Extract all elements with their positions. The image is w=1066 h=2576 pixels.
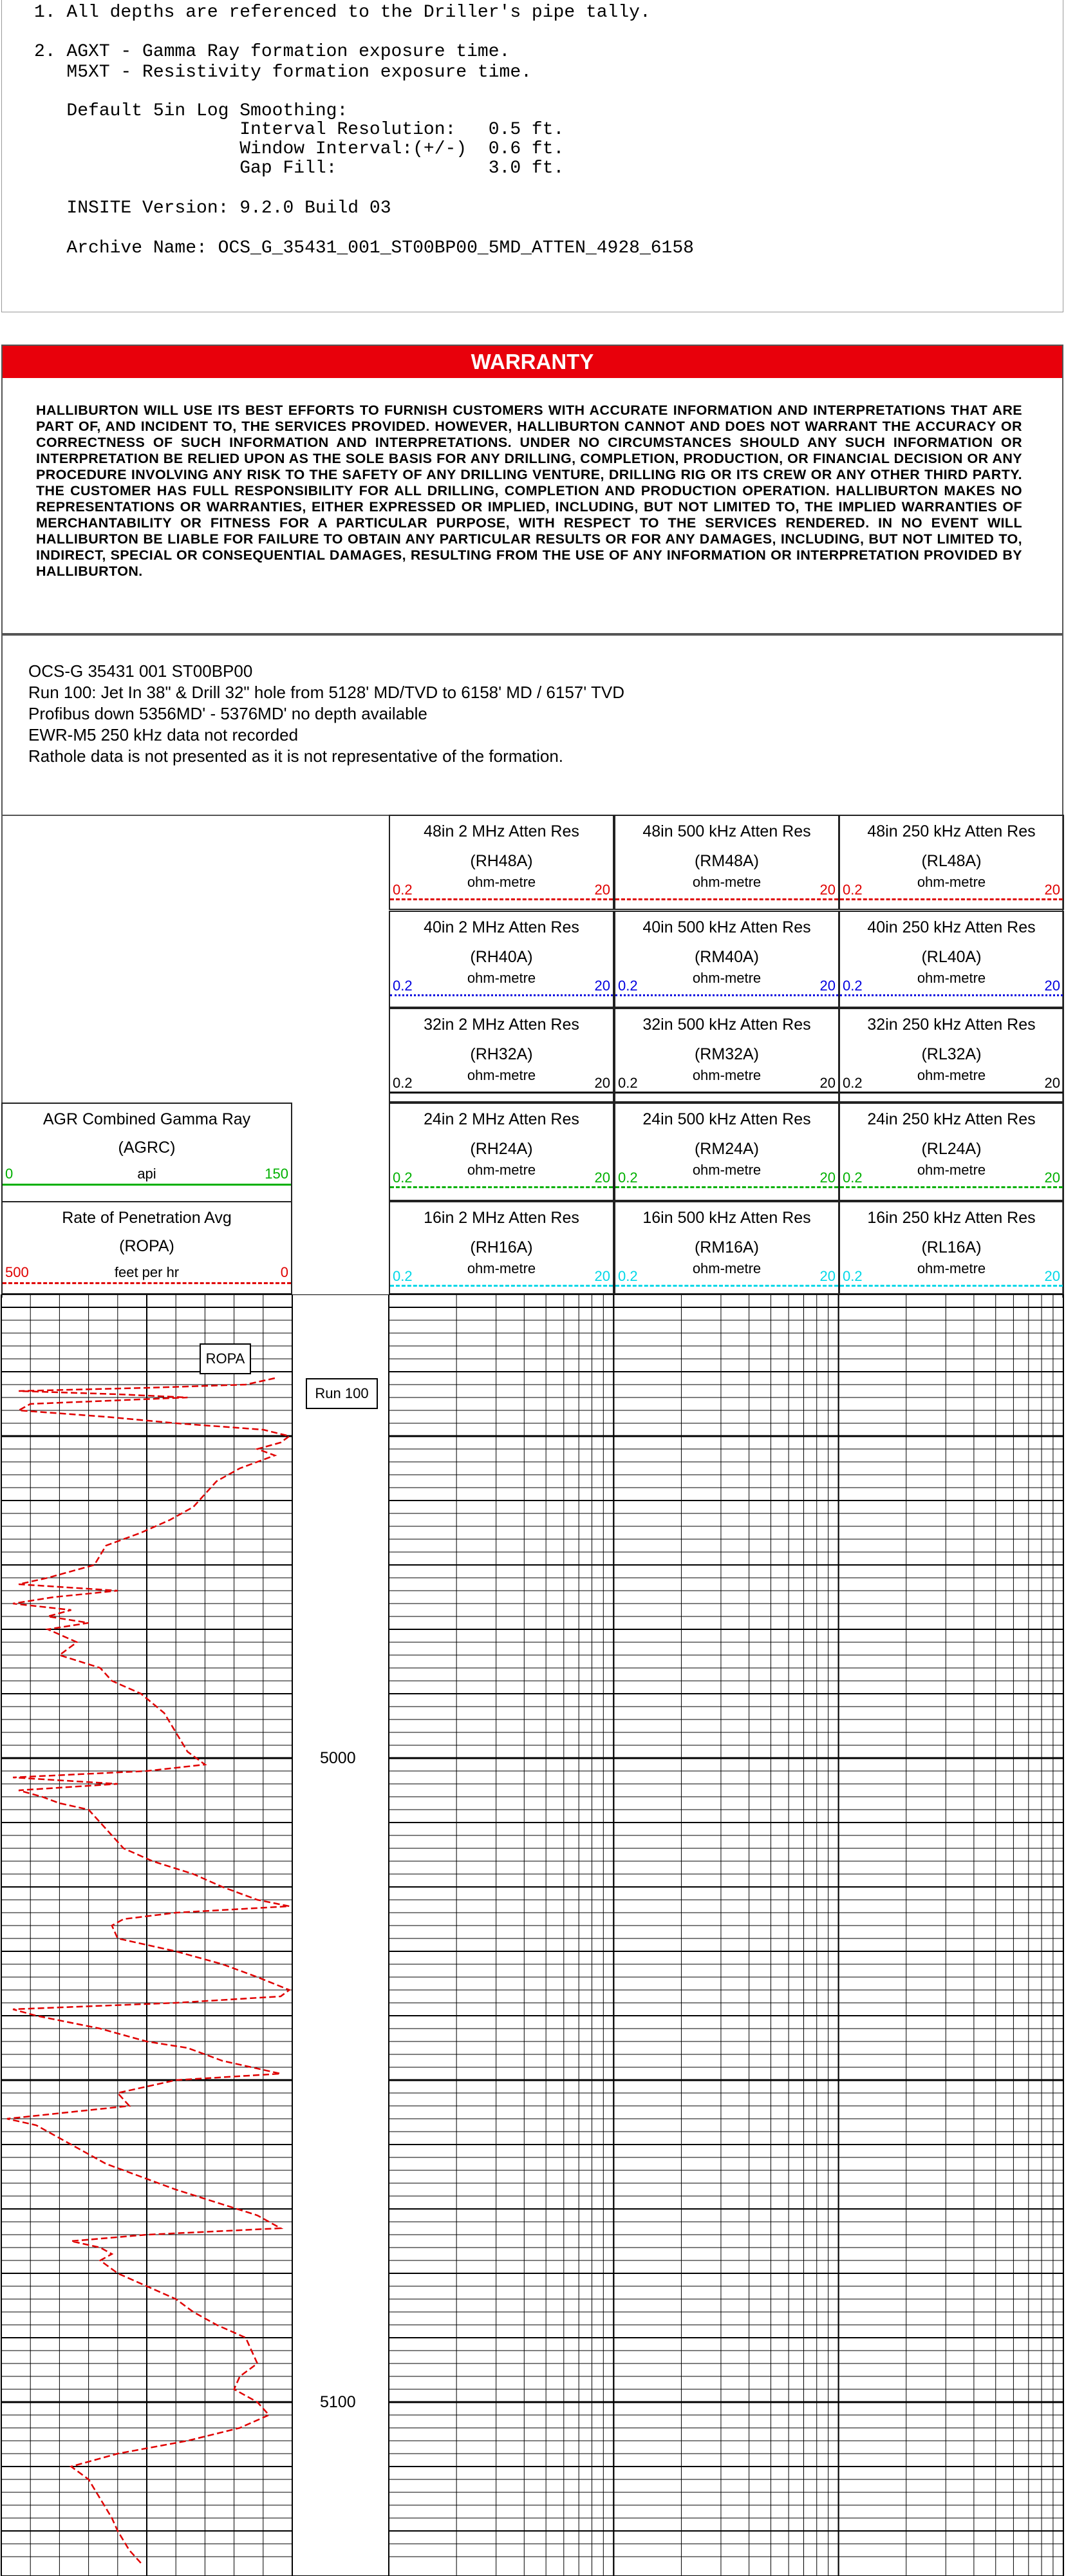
header-ropa-max: 0 [280,1264,288,1280]
res-header-title: 32in 2 MHz Atten Res [424,1016,579,1034]
depth-label: 5000 [320,1749,356,1767]
res-header-unit: ohm-metre [917,874,986,890]
header-rl40a [839,911,1064,1008]
res-header-unit: ohm-metre [467,874,536,890]
res-header-mnemonic: (RL40A) [921,948,982,966]
remark-smoothing-title: Default 5in Log Smoothing: [34,101,348,121]
ewr-note: EWR-M5 250 kHz data not recorded [28,725,299,744]
curve-label-ropa: ROPA [200,1343,251,1374]
res-header-mnemonic: (RL16A) [921,1238,982,1256]
res-header-title: 32in 500 kHz Atten Res [642,1016,811,1034]
res-header-max: 20 [1044,978,1060,994]
remark-archive-name: Archive Name: OCS_G_35431_001_ST00BP00_5MD_ATTEN_4928_6158 [34,238,694,258]
res-header-max: 20 [594,1170,610,1186]
rop-curve [7,1378,290,2563]
res-header-line [390,898,613,900]
res-header-max: 20 [594,978,610,994]
res-header-line [840,1285,1063,1287]
res-header-line [390,1285,613,1287]
res-header-unit: ohm-metre [467,970,536,986]
res-header-unit: ohm-metre [917,1260,986,1276]
res-header-unit: ohm-metre [467,1260,536,1276]
header-rl48a [839,815,1064,910]
warranty-text: HALLIBURTON WILL USE ITS BEST EFFORTS TO FURNISH CUSTOMERS WITH ACCURATE INFORMATION AND INTERPRETATIONS THAT ARE PART OF, AND INCIDENT TO, THE SERVICES PROVIDED. HOWEVER, HALLIBURTON CANNOT AND DOES NOT WARRANT THE ACCURACY OR CORRECTNESS OF SUCH INFORMATION AND INTERPRETATIONS. UNDER NO CIRCUMSTANCES SHOULD ANY SUCH INFORMATION OR INTERPRETATION BE RELIED UPON AS THE SOLE BASIS FOR ANY DRILLING, COMPLETION, PRODUCTION, OR FINANCIAL DECISION OR ANY PROCEDURE INVOLVING ANY RISK TO THE SAFETY OF ANY DRILLING VENTURE, DRILLING RIG OR ITS CREW OR ANY OTHER THIRD PARTY. THE CUSTOMER HAS FULL RESPONSIBILITY FOR ALL DRILLING, COMPLETION AND PRODUCTION OPERATION. HALLIBURTON MAKES NO REPRESENTATIONS OR WARRANTIES, EITHER EXPRESSED OR IMPLIED, INCLUDING, BUT NOT LIMITED TO, THE IMPLIED WARRANTIES OF MERCHANTABILITY OR FITNESS FOR A PARTICULAR PURPOSE, WITH RESPECT TO THE SERVICES RENDERED. IN NO EVENT WILL HALLIBURTON BE LIABLE FOR FAILURE TO OBTAIN ANY PARTICULAR RESULTS OR FOR ANY DAMAGES, INCLUDING, BUT NOT LIMITED TO, INDIRECT, SPECIAL OR CONSEQUENTIAL DAMAGES, RESULTING FROM THE USE OF ANY INFORMATION OR INTERPRETATION PROVIDED BY HALLIBURTON. [36,402,1022,579]
res-header-line [390,994,613,996]
res-header-mnemonic: (RM48A) [694,852,759,870]
res-header-max: 20 [1044,1170,1060,1186]
res-header-unit: ohm-metre [692,1067,762,1083]
well-name: OCS-G 35431 001 ST00BP00 [28,661,253,681]
res-header-min: 0.2 [393,1170,413,1186]
res-header-min: 0.2 [618,978,638,994]
res-header-min: 0.2 [618,1075,638,1091]
res-header-max: 20 [819,978,836,994]
res-header-mnemonic: (RM32A) [694,1045,759,1063]
res-header-mnemonic: (RM40A) [694,948,759,966]
res-header-title: 32in 250 kHz Atten Res [867,1016,1036,1034]
header-rm24a [614,1103,839,1201]
res-header-line [615,898,838,900]
res-header-line [840,994,1063,996]
res-header-line [615,1186,838,1188]
res-header-title: 16in 250 kHz Atten Res [867,1209,1036,1227]
res-header-title: 24in 500 kHz Atten Res [642,1110,811,1128]
res-header-mnemonic: (RL24A) [921,1140,982,1158]
header-rh32a [389,1008,614,1103]
header-rh24a [389,1103,614,1201]
remark-gap-fill: Gap Fill: 3.0 ft. [34,158,565,178]
res-header-max: 20 [819,882,836,898]
res-header-unit: ohm-metre [917,1067,986,1083]
res-header-line [390,1186,613,1188]
depth-label: 5100 [320,2393,356,2411]
plot-frame [1,1294,1063,2576]
header-agrc-line [3,1184,291,1186]
res-header-title: 16in 500 kHz Atten Res [642,1209,811,1227]
header-ropa-mnemonic: (ROPA) [119,1237,174,1255]
res-header-title: 40in 250 kHz Atten Res [867,918,1036,936]
header-agrc [1,1103,292,1202]
res-header-title: 48in 2 MHz Atten Res [424,822,579,840]
res-header-min: 0.2 [843,1170,863,1186]
res-header-max: 20 [1044,1075,1060,1091]
res-header-min: 0.2 [843,882,863,898]
res-header-mnemonic: (RM16A) [694,1238,759,1256]
header-ropa-min: 500 [5,1264,29,1280]
header-agrc-mnemonic: (AGRC) [118,1139,176,1157]
header-ropa-unit: feet per hr [114,1264,180,1280]
res-header-min: 0.2 [843,1075,863,1091]
run-label: Run 100 [306,1378,378,1409]
res-header-mnemonic: (RL48A) [921,852,982,870]
header-rm48a [614,815,839,910]
profibus-note: Profibus down 5356MD' - 5376MD' no depth available [28,704,427,723]
res-header-title: 48in 500 kHz Atten Res [642,822,811,840]
header-agrc-title: AGR Combined Gamma Ray [42,1110,251,1128]
header-rl16a [839,1201,1064,1294]
res-header-mnemonic: (RL32A) [921,1045,982,1063]
header-ropa-title: Rate of Penetration Avg [62,1209,232,1227]
res-header-mnemonic: (RH24A) [470,1140,533,1158]
header-rh16a [389,1201,614,1294]
header-rh48a [389,815,614,910]
res-header-title: 24in 2 MHz Atten Res [424,1110,579,1128]
res-header-unit: ohm-metre [692,1260,762,1276]
res-header-mnemonic: (RM24A) [694,1140,759,1158]
res-header-unit: ohm-metre [692,970,762,986]
res-header-line [615,1092,838,1094]
res-header-max: 20 [819,1170,836,1186]
res-header-title: 48in 250 kHz Atten Res [867,822,1036,840]
remarks-panel [1,0,1063,312]
res-header-mnemonic: (RH48A) [470,852,533,870]
warranty-section [1,345,1063,634]
res-header-max: 20 [819,1075,836,1091]
res-header-max: 20 [594,1268,610,1284]
res-header-line [840,1186,1063,1188]
header-agrc-max: 150 [265,1166,288,1182]
remark-interval-resolution: Interval Resolution: 0.5 ft. [34,120,565,140]
res-header-min: 0.2 [843,978,863,994]
header-rl24a [839,1103,1064,1201]
res-header-unit: ohm-metre [467,1067,536,1083]
header-agrc-unit: api [137,1166,156,1182]
res-header-min: 0.2 [393,978,413,994]
res-header-max: 20 [819,1268,836,1284]
res-header-title: 24in 250 kHz Atten Res [867,1110,1036,1128]
header-rm32a [614,1008,839,1103]
remark-line-gamma-exposure: 2. AGXT - Gamma Ray formation exposure time. [34,42,510,62]
remark-window-interval: Window Interval:(+/-) 0.6 ft. [34,139,565,159]
res-header-line [615,994,838,996]
res-header-title: 40in 500 kHz Atten Res [642,918,811,936]
res-header-min: 0.2 [393,1075,413,1091]
header-ropa [1,1201,292,1294]
header-rh40a [389,911,614,1008]
res-header-title: 16in 2 MHz Atten Res [424,1209,579,1227]
res-header-line [390,1092,613,1094]
res-header-min: 0.2 [393,882,413,898]
header-rl32a [839,1008,1064,1103]
res-header-min: 0.2 [843,1268,863,1284]
log-plot [0,1294,1066,2576]
remark-line-depth-reference: 1. All depths are referenced to the Driller's pipe tally. [34,3,651,23]
res-header-unit: ohm-metre [692,1162,762,1178]
header-rm16a [614,1201,839,1294]
res-header-max: 20 [1044,882,1060,898]
remark-insite-version: INSITE Version: 9.2.0 Build 03 [34,198,391,218]
res-header-line [840,898,1063,900]
res-header-max: 20 [1044,1268,1060,1284]
job-info-panel [1,634,1063,816]
res-header-min: 0.2 [618,1268,638,1284]
remark-line-resistivity-exposure: M5XT - Resistivity formation exposure time. [34,62,532,82]
res-header-unit: ohm-metre [917,970,986,986]
res-header-title: 40in 2 MHz Atten Res [424,918,579,936]
res-header-unit: ohm-metre [692,874,762,890]
header-rm40a [614,911,839,1008]
res-header-min: 0.2 [618,1170,638,1186]
run-description: Run 100: Jet In 38" & Drill 32" hole from 5128' MD/TVD to 6158' MD / 6157' TVD [28,683,624,702]
warranty-title: WARRANTY [3,346,1062,378]
res-header-line [840,1092,1063,1094]
res-header-max: 20 [594,882,610,898]
header-ropa-line [3,1282,291,1284]
res-header-mnemonic: (RH16A) [470,1238,533,1256]
rathole-note: Rathole data is not presented as it is not representative of the formation. [28,746,564,766]
res-header-mnemonic: (RH32A) [470,1045,533,1063]
res-header-min: 0.2 [393,1268,413,1284]
res-header-max: 20 [594,1075,610,1091]
res-header-unit: ohm-metre [917,1162,986,1178]
res-header-mnemonic: (RH40A) [470,948,533,966]
res-header-unit: ohm-metre [467,1162,536,1178]
res-header-line [615,1285,838,1287]
header-agrc-min: 0 [5,1166,14,1182]
